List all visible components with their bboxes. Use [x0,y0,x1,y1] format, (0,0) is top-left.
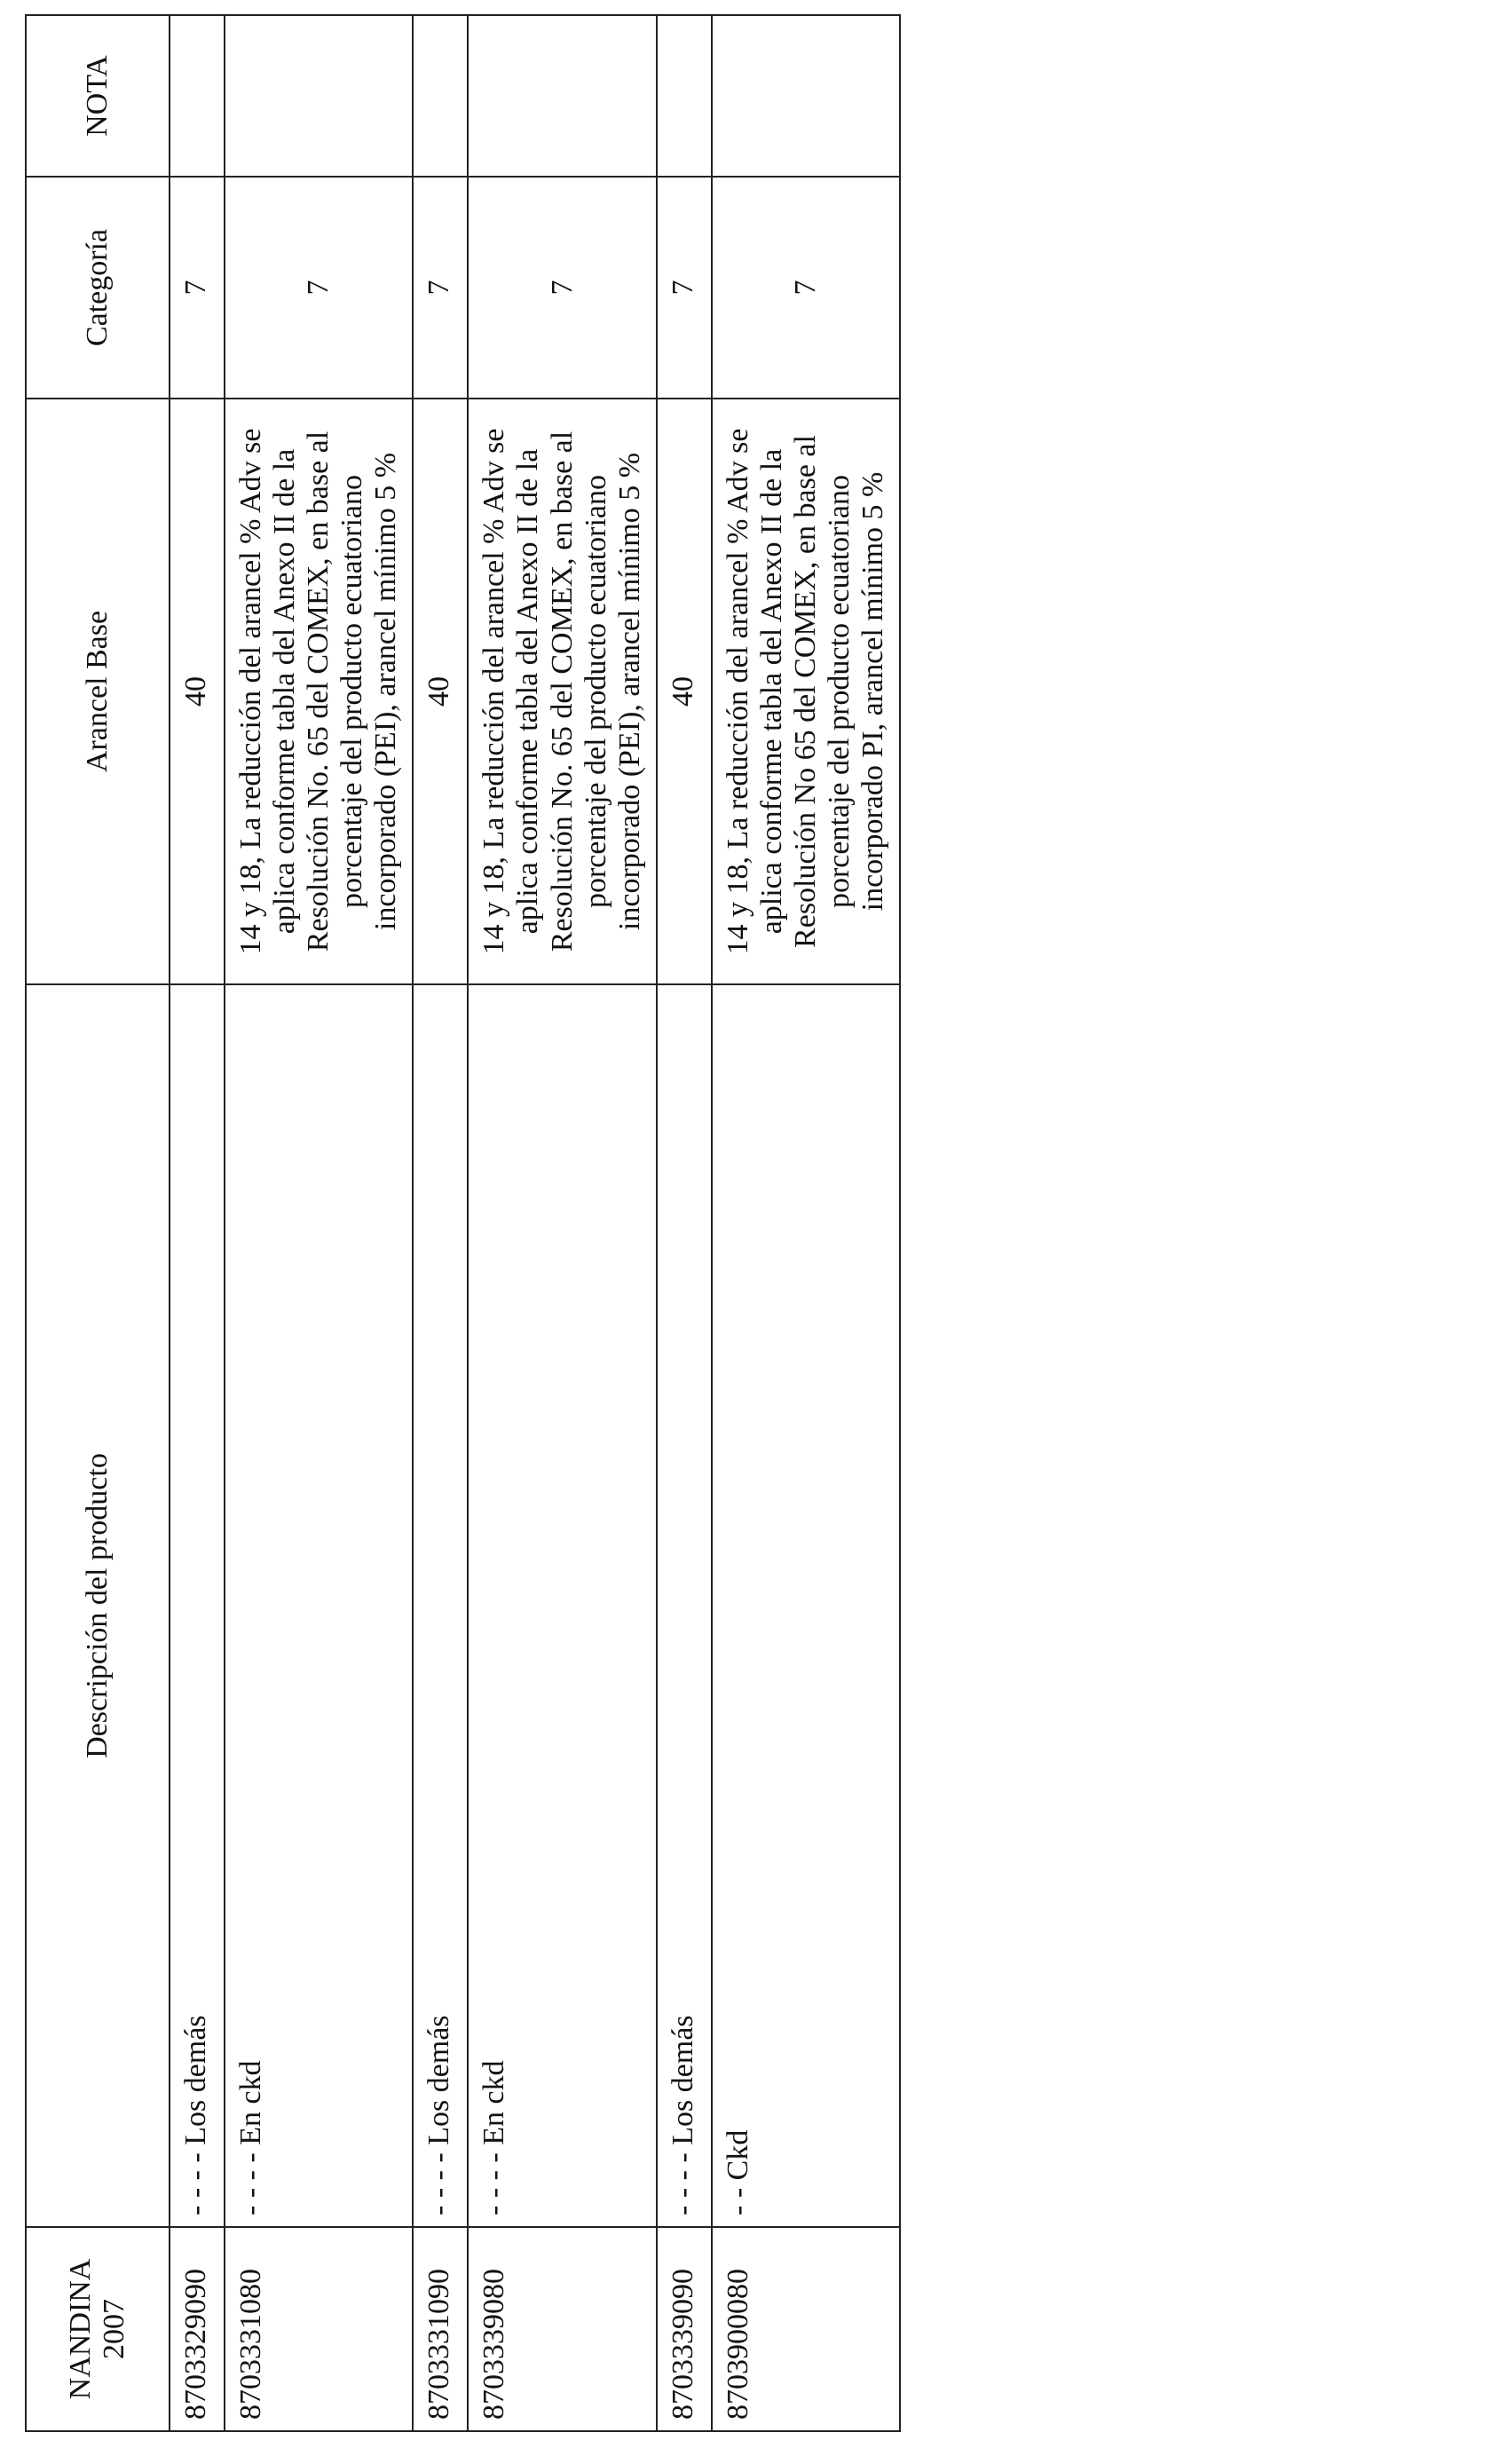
cell-description: - - - - Los demás [170,984,225,2227]
cell-nota [657,15,712,177]
arancel-base-text: 14 y 18, La reducción del arancel % Adv se aplica conforme tabla del Anexo II de la Resolución No 65 del COMEX, en base al porcentaje del producto ecuatoriano incorporado PI, arancel mínimo 5 % [721,428,890,955]
tariff-table-wrapper [25,16,903,2432]
cell-code: 8703329090 [170,2227,225,2431]
table-row [657,15,712,2431]
cell-nota [413,15,468,177]
cell-nota [170,15,225,177]
header-descripcion-label: Descripción del producto [80,1453,114,1758]
header-nota [26,15,170,177]
cell-code: 8703331090 [413,2227,468,2431]
header-arancel-base [26,399,170,984]
cell-description: - - - - Los demás [413,984,468,2227]
table-row [712,15,900,2431]
cell-arancel-base [468,399,656,984]
cell-code: 8703339090 [657,2227,712,2431]
arancel-base-text: 14 y 18, La reducción del arancel % Adv se aplica conforme tabla del Anexo II de la Resolución No. 65 del COMEX, en base al porcentaje del producto ecuatoriano incorporado (PEI), arancel mínimo 5 % [234,428,403,955]
header-descripcion [26,984,170,2227]
header-arancel-base-label: Arancel Base [80,610,114,773]
cell-arancel-base: 40 [657,399,712,984]
cell-categoria: 7 [170,177,225,399]
cell-description: - - - - En ckd [225,984,413,2227]
header-categoria [26,177,170,399]
cell-nota [468,15,656,177]
cell-categoria: 7 [225,177,413,399]
table-row [225,15,413,2431]
header-row [26,15,170,2431]
cell-code: 8703331080 [225,2227,413,2431]
cell-categoria: 7 [468,177,656,399]
cell-code: 8703900080 [712,2227,900,2431]
header-nandina-label: NANDINA 2007 [63,2258,130,2400]
cell-arancel-base [712,399,900,984]
table-row [170,15,225,2431]
table-row [468,15,656,2431]
cell-arancel-base [225,399,413,984]
cell-categoria: 7 [413,177,468,399]
cell-code: 8703339080 [468,2227,656,2431]
cell-categoria: 7 [657,177,712,399]
cell-nota [712,15,900,177]
cell-description: - - - - En ckd [468,984,656,2227]
cell-arancel-base: 40 [413,399,468,984]
cell-categoria: 7 [712,177,900,399]
header-nota-label: NOTA [80,55,114,137]
cell-nota [225,15,413,177]
tariff-table [25,14,901,2432]
table-row [413,15,468,2431]
arancel-base-text: 14 y 18, La reducción del arancel % Adv se aplica conforme tabla del Anexo II de la Resolución No. 65 del COMEX, en base al porcentaje del producto ecuatoriano incorporado (PEI), arancel mínimo 5 % [477,428,646,955]
header-nandina [26,2227,170,2431]
cell-description: - - Ckd [712,984,900,2227]
cell-description: - - - - Los demás [657,984,712,2227]
cell-arancel-base: 40 [170,399,225,984]
header-categoria-label: Categoría [80,228,114,347]
